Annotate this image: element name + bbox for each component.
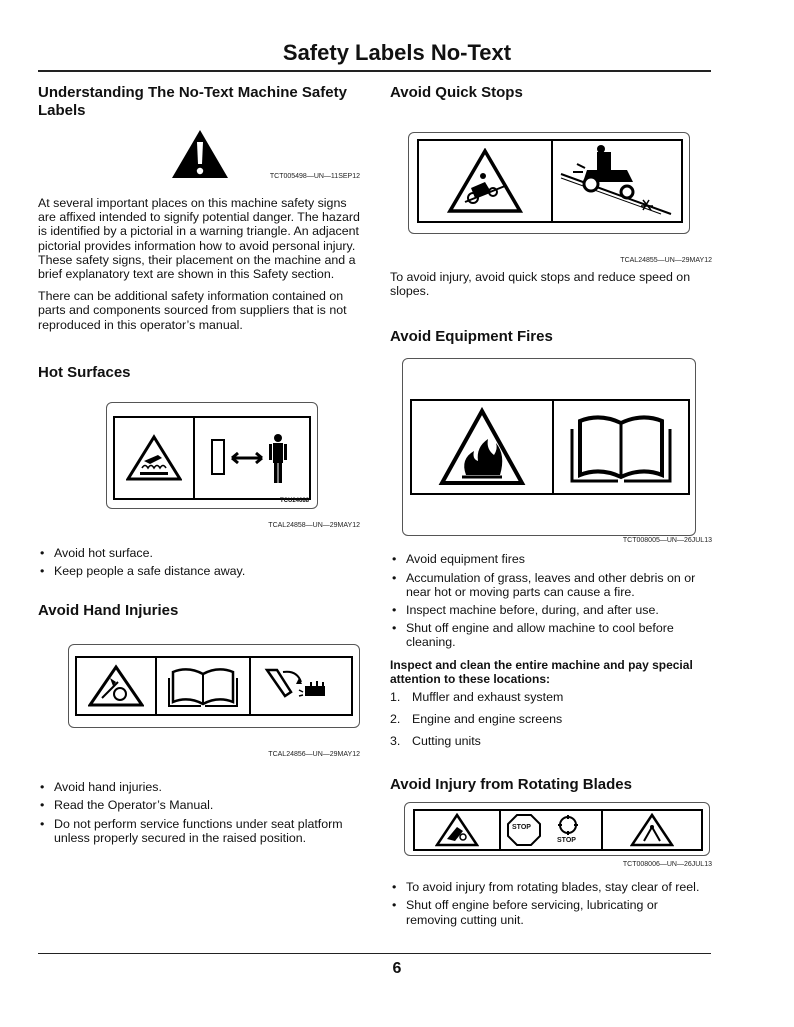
right-column xyxy=(390,84,712,931)
blades-figure xyxy=(390,802,712,872)
list-item: • Shut off engine before servicing, lubricating or removing cutting unit. xyxy=(406,898,712,926)
figure-code: TCT008005—UN—26JUL13 xyxy=(622,537,712,545)
raised-platform-icon xyxy=(261,662,341,710)
list-item: Cutting units xyxy=(412,734,481,749)
fires-locations xyxy=(390,690,712,749)
page-number: 6 xyxy=(392,960,402,977)
list-item: • Avoid hot surface. xyxy=(54,546,360,560)
list-item: • Shut off engine and allow machine to cool before cleaning. xyxy=(406,621,712,649)
list-item: • Avoid equipment fires xyxy=(406,552,712,566)
stop-label: STOP xyxy=(512,824,531,832)
left-column xyxy=(38,84,360,849)
hand-injury-decal xyxy=(75,656,353,716)
warning-figure xyxy=(38,124,360,184)
hand-injuries-heading: Avoid Hand Injuries xyxy=(38,602,179,620)
rollover-warning-pictorial xyxy=(419,141,553,221)
fire-label xyxy=(402,358,696,536)
warning-triangle-icon xyxy=(170,128,230,180)
hot-surfaces-heading: Hot Surfaces xyxy=(38,363,131,381)
understanding-paragraph-1: At several important places on this machine safety signs are affixed intended to signify potential danger. The hazard is identified by a pictorial in a warning triangle. An adjacent pictorial provides information how to avoid personal injury. These safety signs, their placement on the machine and a brief explanatory text are shown in this Safety section. xyxy=(38,196,360,282)
keep-distance-pictorial xyxy=(195,418,309,498)
quick-stops-heading: Avoid Quick Stops xyxy=(390,84,523,101)
list-item: • Accumulation of grass, leaves and other debris on or near hot or moving parts can cause a fire. xyxy=(406,571,712,599)
quick-stops-paragraph: To avoid injury, avoid quick stops and reduce speed on slopes. xyxy=(390,270,691,299)
quick-stop-decal xyxy=(417,139,683,223)
list-item: • Read the Operator’s Manual. xyxy=(54,798,360,812)
figure-code: TCAL24856—UN—29MAY12 xyxy=(268,751,360,759)
hand-injuries-figure xyxy=(38,638,360,778)
blade-hand-warning-icon xyxy=(435,813,479,847)
list-item: • Inspect machine before, during, and after use. xyxy=(406,603,712,617)
list-item: • Avoid hand injuries. xyxy=(54,780,360,794)
figure-code: TCAL24858—UN—29MAY12 xyxy=(268,521,360,529)
fires-list xyxy=(390,552,712,649)
list-item: • Keep people a safe distance away. xyxy=(54,564,360,578)
hot-surface-hand-icon xyxy=(126,434,182,482)
slope-speed-pictorial xyxy=(553,141,681,221)
hot-surface-pictorial xyxy=(115,418,195,498)
blades-decal xyxy=(413,809,703,851)
keep-distance-icon xyxy=(202,428,302,488)
blades-label xyxy=(404,802,710,856)
hot-surfaces-list xyxy=(38,546,360,578)
hot-surfaces-figure xyxy=(38,394,360,534)
figure-code: TCT005498—UN—11SEP12 xyxy=(269,173,360,180)
list-item: • To avoid injury from rotating blades, stay clear of reel. xyxy=(406,880,712,894)
list-item: Engine and engine screens xyxy=(412,711,563,726)
hot-surface-label xyxy=(106,402,318,509)
hand-injury-label xyxy=(68,644,360,728)
stop-pictorial xyxy=(501,811,603,849)
understanding-paragraph-2: There can be additional safety information contained on parts and components sourced from suppliers that is not reproduced in this operator’s manual. xyxy=(38,289,347,332)
open-book-icon xyxy=(167,664,239,708)
fires-subheading: Inspect and clean the entire machine and pay special attention to these locations: xyxy=(390,657,693,686)
open-book-icon xyxy=(566,409,676,485)
header-rule xyxy=(38,70,711,72)
blades-heading: Avoid Injury from Rotating Blades xyxy=(390,776,632,794)
read-manual-pictorial xyxy=(554,401,688,493)
hand-entanglement-pictorial xyxy=(77,658,157,714)
fire-warning-pictorial xyxy=(412,401,554,493)
hand-injury-warning-icon xyxy=(88,664,144,708)
quick-stops-figure xyxy=(390,114,712,266)
understanding-heading: Understanding The No-Text Machine Safety Labels xyxy=(38,84,347,119)
hand-injuries-list xyxy=(38,780,360,845)
figure-code: TCAL24855—UN—29MAY12 xyxy=(620,257,712,264)
page-title: Safety Labels No-Text xyxy=(282,40,512,65)
quick-stop-label xyxy=(408,132,690,234)
blades-list xyxy=(390,880,712,927)
seat-platform-pictorial xyxy=(251,658,351,714)
footer-rule xyxy=(38,953,711,954)
blade-warning-icon xyxy=(630,813,674,847)
figure-code: TCT008006—UN—26JUL13 xyxy=(622,861,712,869)
hot-surface-decal xyxy=(113,416,311,500)
read-manual-pictorial xyxy=(157,658,251,714)
list-item: Muffler and exhaust system xyxy=(412,689,564,704)
rotating-reel-icon xyxy=(553,813,583,837)
tractor-rollover-icon xyxy=(447,148,523,214)
fires-heading: Avoid Equipment Fires xyxy=(390,328,553,346)
fires-figure xyxy=(390,358,712,544)
list-item: • Do not perform service functions under seat platform unless properly secured in the raised position. xyxy=(54,817,360,845)
blade-warning-pictorial xyxy=(603,811,701,849)
fire-decal xyxy=(410,399,690,495)
stop-label-2: STOP xyxy=(557,837,576,845)
decal-code: TCU24688 xyxy=(279,497,309,504)
tractor-slope-icon xyxy=(557,144,677,218)
rotating-blade-warning-pictorial xyxy=(415,811,501,849)
fire-icon xyxy=(438,407,526,487)
